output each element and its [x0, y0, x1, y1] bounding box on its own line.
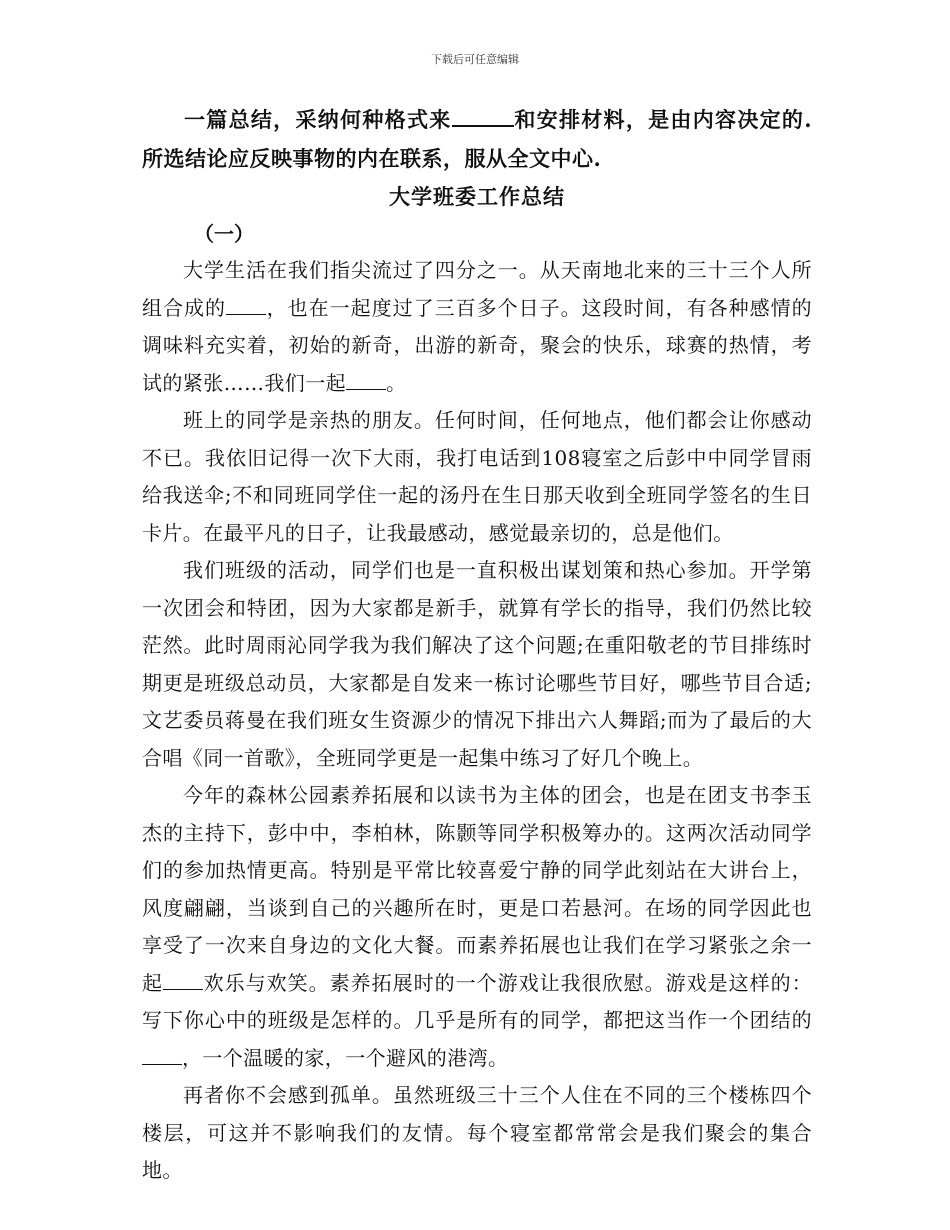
fill-blank	[142, 1046, 182, 1065]
body-paragraph-2: 班上的同学是亲热的朋友。任何时间，任何地点，他们都会让你感动不已。我依旧记得一次下大雨，我打电话到108寝室之后彭中中同学冒雨给我送伞;不和同班同学住一起的汤丹在生日那天收到全班同学签名的生日卡片。在最平凡的日子，让我最感动，感觉最亲切的，总是他们。	[142, 408, 812, 545]
paragraph-text: 今年的森林公园素养拓展和以读书为主体的团会，也是在团支书李玉杰的主持下，彭中中，李柏林，陈颢等同学积极筹办的。这两次活动同学们的参加热情更高。特别是平常比较喜爱宁静的同学此刻站在大讲台上，风度翩翩，当谈到自己的兴趣所在时，更是口若悬河。在场的同学因此也享受了一次来自身边的文化大餐。而素养拓展也让我们在学习紧张之余一起	[142, 783, 812, 995]
document-body	[142, 100, 812, 1190]
body-paragraph-1	[142, 252, 812, 402]
page-header-note: 下载后可任意编辑	[431, 53, 519, 66]
fill-blank	[226, 296, 266, 315]
paragraph-text: 。	[386, 370, 407, 395]
document-title: 大学班委工作总结	[389, 184, 565, 209]
body-paragraph-5: 再者你不会感到孤单。虽然班级三十三个人住在不同的三个楼栋四个楼层，可这并不影响我们的友情。每个寝室都常常会是我们聚会的集合地。	[142, 1083, 812, 1182]
paragraph-text: 大学生活在我们指尖流过了四分之一。从天南地北来的三十三个人所组合成的	[142, 258, 812, 320]
paragraph-text: ，一个温暖的家，一个避风的港湾。	[182, 1045, 509, 1070]
intro-text-end: 和安排材料，是由内容决定的.所选结论应反映事物的内在联系，服从全文中心.	[142, 107, 813, 171]
section-number: （一）	[194, 222, 254, 246]
fill-blank	[452, 106, 514, 127]
body-paragraph-3: 我们班级的活动，同学们也是一直积极出谋划策和热心参加。开学第一次团会和特团，因为大家都是新手，就算有学长的指导，我们仍然比较茫然。此时周雨沁同学我为我们解决了这个问题;在重阳敬老的节目排练时期更是班级总动员，大家都是自发来一栋讨论哪些节目好，哪些节目合适;文艺委员蒋曼在我们班女生资源少的情况下排出六人舞蹈;而为了最后的大合唱《同一首歌》，全班同学更是一起集中练习了好几个晚上。	[142, 558, 812, 770]
paragraph-text: ，也在一起度过了三百多个日子。这段时间，有各种感情的调味料充实着，初始的新奇，出游的新奇，聚会的快乐，球赛的热情，考试的紧张……我们一起	[142, 295, 812, 395]
intro-text-start: 一篇总结，采纳何种格式来	[184, 107, 452, 132]
body-paragraph-4	[142, 777, 812, 1077]
paragraph-text: 欢乐与欢笑。素养拓展时的一个游戏让我很欣慰。游戏是这样的：写下你心中的班级是怎样的。几乎是所有的同学，都把这当作一个团结的	[142, 970, 812, 1032]
fill-blank	[346, 371, 386, 390]
fill-blank	[163, 971, 203, 990]
intro-paragraph	[142, 100, 812, 178]
